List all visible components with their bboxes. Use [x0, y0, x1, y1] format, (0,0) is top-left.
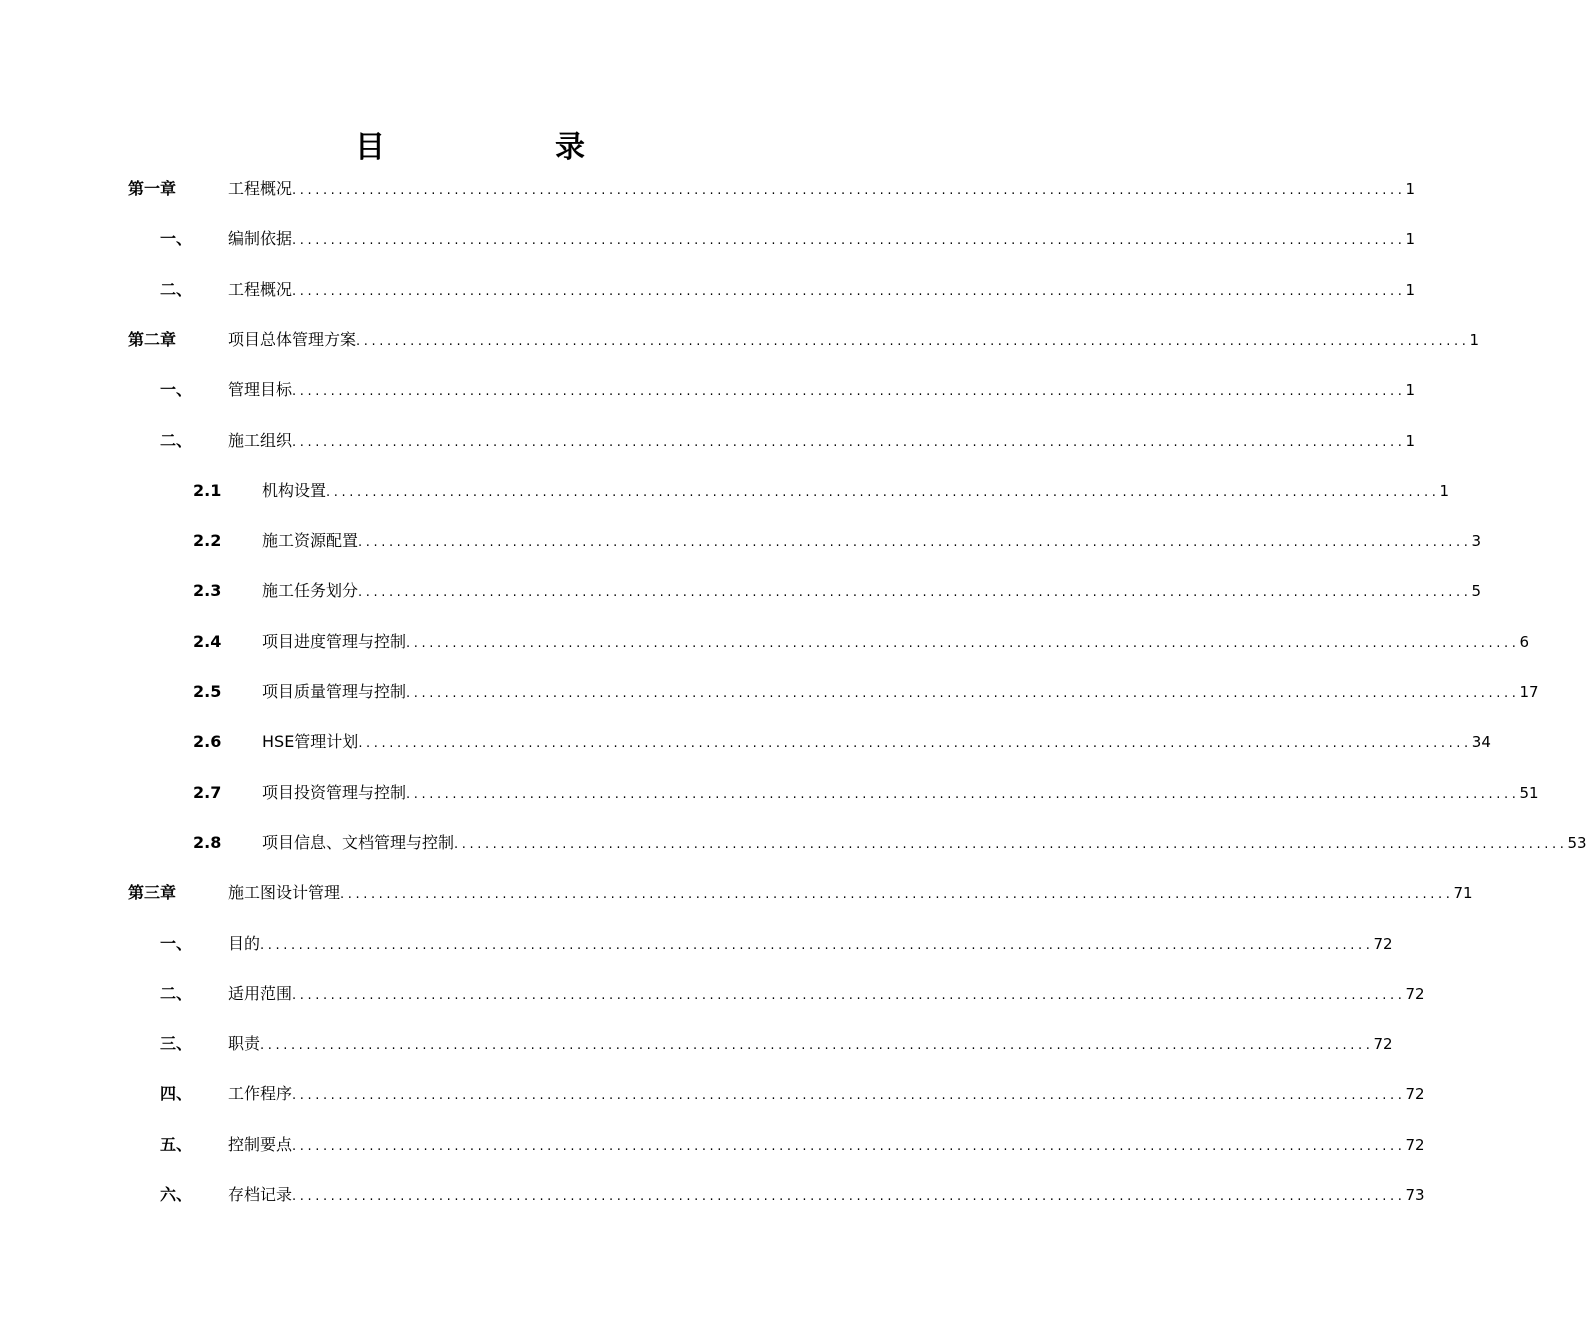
toc-entry-number: 2.8	[193, 832, 222, 852]
toc-dot-leader: ................................................................................................................................................	[406, 786, 1520, 802]
toc-entry-leader	[228, 416, 1416, 468]
toc-entry-title: 目的	[228, 933, 261, 953]
toc-entry-leader	[262, 566, 1482, 618]
toc-entry[interactable]	[0, 868, 1473, 918]
toc-entry-leader	[228, 315, 1480, 367]
toc-entry[interactable]	[0, 1120, 1425, 1170]
toc-entry-leader	[228, 1170, 1425, 1222]
toc-entry-title: 施工资源配置	[262, 531, 359, 551]
toc-entry-title: 职责	[228, 1034, 261, 1054]
toc-entry-number: 三、	[160, 1034, 193, 1054]
toc-entry-number: 二、	[160, 983, 193, 1003]
toc-entry-title: 施工任务划分	[262, 581, 359, 601]
toc-entry-title: 管理目标	[228, 380, 293, 400]
toc-entry-leader	[228, 1019, 1393, 1071]
toc-entry[interactable]	[0, 416, 1416, 466]
toc-entry[interactable]	[0, 566, 1482, 616]
toc-entry-title: 项目总体管理方案	[228, 329, 357, 349]
toc-dot-leader: ................................................................................................................................................	[292, 434, 1406, 450]
toc-entry-page-number: 72	[1405, 984, 1425, 1003]
toc-entry-title: 施工图设计管理	[228, 883, 341, 903]
toc-entry-page-number: 72	[1373, 1035, 1393, 1054]
toc-entry-title: 适用范围	[228, 983, 293, 1003]
toc-entry-number: 二、	[160, 430, 193, 450]
toc-entry[interactable]	[0, 617, 1530, 667]
toc-dot-leader: ................................................................................................................................................	[260, 937, 1374, 953]
toc-entry[interactable]	[0, 1019, 1393, 1069]
toc-entry[interactable]	[0, 214, 1416, 264]
page-title: 目 录	[355, 130, 655, 165]
toc-entry-leader	[228, 969, 1425, 1021]
toc-entry-title: 编制依据	[228, 229, 293, 249]
toc-entry-leader	[262, 667, 1539, 719]
toc-entry[interactable]	[0, 919, 1393, 969]
toc-entry-page-number: 1	[1439, 481, 1450, 500]
toc-entry-leader	[228, 365, 1416, 417]
toc-dot-leader: ................................................................................................................................................	[292, 987, 1406, 1003]
toc-entry[interactable]	[0, 1069, 1425, 1119]
toc-dot-leader: ................................................................................................................................................	[358, 535, 1472, 551]
toc-entry-number: 四、	[160, 1084, 193, 1104]
toc-entry-page-number: 34	[1471, 733, 1491, 752]
toc-entry[interactable]	[0, 164, 1416, 214]
toc-entry-number: 第二章	[128, 329, 177, 349]
toc-entry-page-number: 51	[1519, 783, 1539, 802]
toc-entry-number: 一、	[160, 933, 193, 953]
toc-dot-leader: ................................................................................................................................................	[292, 1189, 1406, 1204]
toc-entry-leader	[228, 1069, 1425, 1121]
toc-dot-leader: ................................................................................................................................................	[292, 1138, 1406, 1154]
toc-entry-page-number: 1	[1469, 330, 1480, 349]
toc-entry-number: 2.6	[193, 732, 222, 752]
toc-entry-page-number: 72	[1373, 934, 1393, 953]
toc-entry[interactable]	[0, 265, 1416, 315]
toc-entry-page-number: 1	[1405, 230, 1416, 249]
toc-entry-number: 2.2	[193, 531, 222, 551]
toc-entry-number: 2.7	[193, 782, 222, 802]
toc-dot-leader: ................................................................................................................................................	[358, 736, 1472, 752]
toc-entry-title: 存档记录	[228, 1185, 293, 1204]
toc-entry[interactable]	[0, 717, 1491, 767]
toc-entry-number: 一、	[160, 229, 193, 249]
toc-dot-leader: ................................................................................................................................................	[292, 183, 1406, 198]
toc-dot-leader: ................................................................................................................................................	[358, 585, 1472, 601]
toc-entry-page-number: 72	[1405, 1085, 1425, 1104]
toc-entry-leader	[228, 265, 1416, 317]
toc-entry-title: 项目进度管理与控制	[262, 631, 407, 651]
toc-entry-leader	[228, 1120, 1425, 1172]
toc-entry-page-number: 1	[1405, 431, 1416, 450]
toc-dot-leader: ................................................................................................................................................	[326, 484, 1440, 500]
toc-entry-page-number: 3	[1471, 532, 1482, 551]
toc-entry-page-number: 1	[1405, 180, 1416, 198]
toc-entry-page-number: 6	[1519, 632, 1530, 651]
toc-entry-page-number: 71	[1453, 884, 1473, 903]
toc-entry-leader	[228, 919, 1393, 971]
toc-entry[interactable]	[0, 315, 1480, 365]
toc-entry-title: 项目投资管理与控制	[262, 782, 407, 802]
toc-entry-title: 工作程序	[228, 1084, 293, 1104]
toc-entry-leader	[262, 516, 1482, 568]
toc-entry-title: 项目质量管理与控制	[262, 682, 407, 701]
toc-dot-leader: ................................................................................................................................................	[406, 635, 1520, 651]
toc-entry-number: 2.3	[193, 581, 222, 601]
toc-dot-leader: ................................................................................................................................................	[340, 887, 1454, 903]
toc-entry-page-number: 5	[1471, 582, 1482, 601]
toc-entry-title: 控制要点	[228, 1134, 293, 1154]
toc-entry-number: 第三章	[128, 883, 177, 903]
toc-entry-leader	[262, 768, 1539, 820]
toc-entry-leader	[228, 214, 1416, 266]
toc-dot-leader: ................................................................................................................................................	[292, 1088, 1406, 1104]
toc-entry-page-number: 72	[1405, 1135, 1425, 1154]
toc-entry-number: 2.1	[193, 480, 222, 500]
toc-entry-page-number: 17	[1519, 683, 1539, 701]
toc-entry-number: 2.5	[193, 682, 222, 701]
toc-dot-leader: ................................................................................................................................................	[292, 283, 1406, 299]
toc-dot-leader: ................................................................................................................................................	[292, 384, 1406, 400]
toc-entry-number: 一、	[160, 380, 193, 400]
toc-entry-number: 六、	[160, 1185, 193, 1204]
toc-entry-page-number: 1	[1405, 381, 1416, 400]
toc-entry[interactable]	[0, 1170, 1425, 1220]
toc-entry-title: HSE管理计划	[262, 732, 359, 752]
toc-entry-number: 第一章	[128, 179, 177, 198]
toc-entry-leader	[228, 868, 1473, 920]
toc-entry-number: 五、	[160, 1134, 193, 1154]
toc-entry[interactable]	[0, 365, 1416, 415]
toc-entry[interactable]	[0, 667, 1539, 717]
toc-entry-title: 项目信息、文档管理与控制	[262, 832, 455, 852]
toc-entry-title: 工程概况	[228, 279, 293, 299]
toc-entry-title: 机构设置	[262, 480, 327, 500]
toc-entry-page-number: 53	[1567, 833, 1587, 852]
toc-entry-page-number: 1	[1405, 280, 1416, 299]
toc-dot-leader: ................................................................................................................................................	[260, 1038, 1374, 1054]
toc-entry[interactable]	[0, 516, 1482, 566]
toc-entry-page-number: 73	[1405, 1186, 1425, 1204]
toc-dot-leader: ................................................................................................................................................	[356, 333, 1470, 349]
toc-entry[interactable]	[0, 466, 1450, 516]
toc-entry[interactable]	[0, 768, 1539, 818]
toc-dot-leader: ................................................................................................................................................	[454, 836, 1568, 852]
toc-entry-title: 工程概况	[228, 179, 293, 198]
toc-entry-leader	[262, 818, 1587, 870]
toc-entry-title: 施工组织	[228, 430, 293, 450]
toc-entry-number: 二、	[160, 279, 193, 299]
toc-dot-leader: ................................................................................................................................................	[292, 233, 1406, 249]
toc-entry-number: 2.4	[193, 631, 222, 651]
toc-dot-leader: ................................................................................................................................................	[406, 686, 1520, 701]
toc-entry[interactable]	[0, 969, 1425, 1019]
toc-entry-leader	[262, 717, 1491, 769]
toc-entry[interactable]	[0, 818, 1587, 868]
toc-entry-leader	[228, 164, 1416, 216]
toc-entry-leader	[262, 466, 1450, 518]
toc-entry-leader	[262, 617, 1530, 669]
